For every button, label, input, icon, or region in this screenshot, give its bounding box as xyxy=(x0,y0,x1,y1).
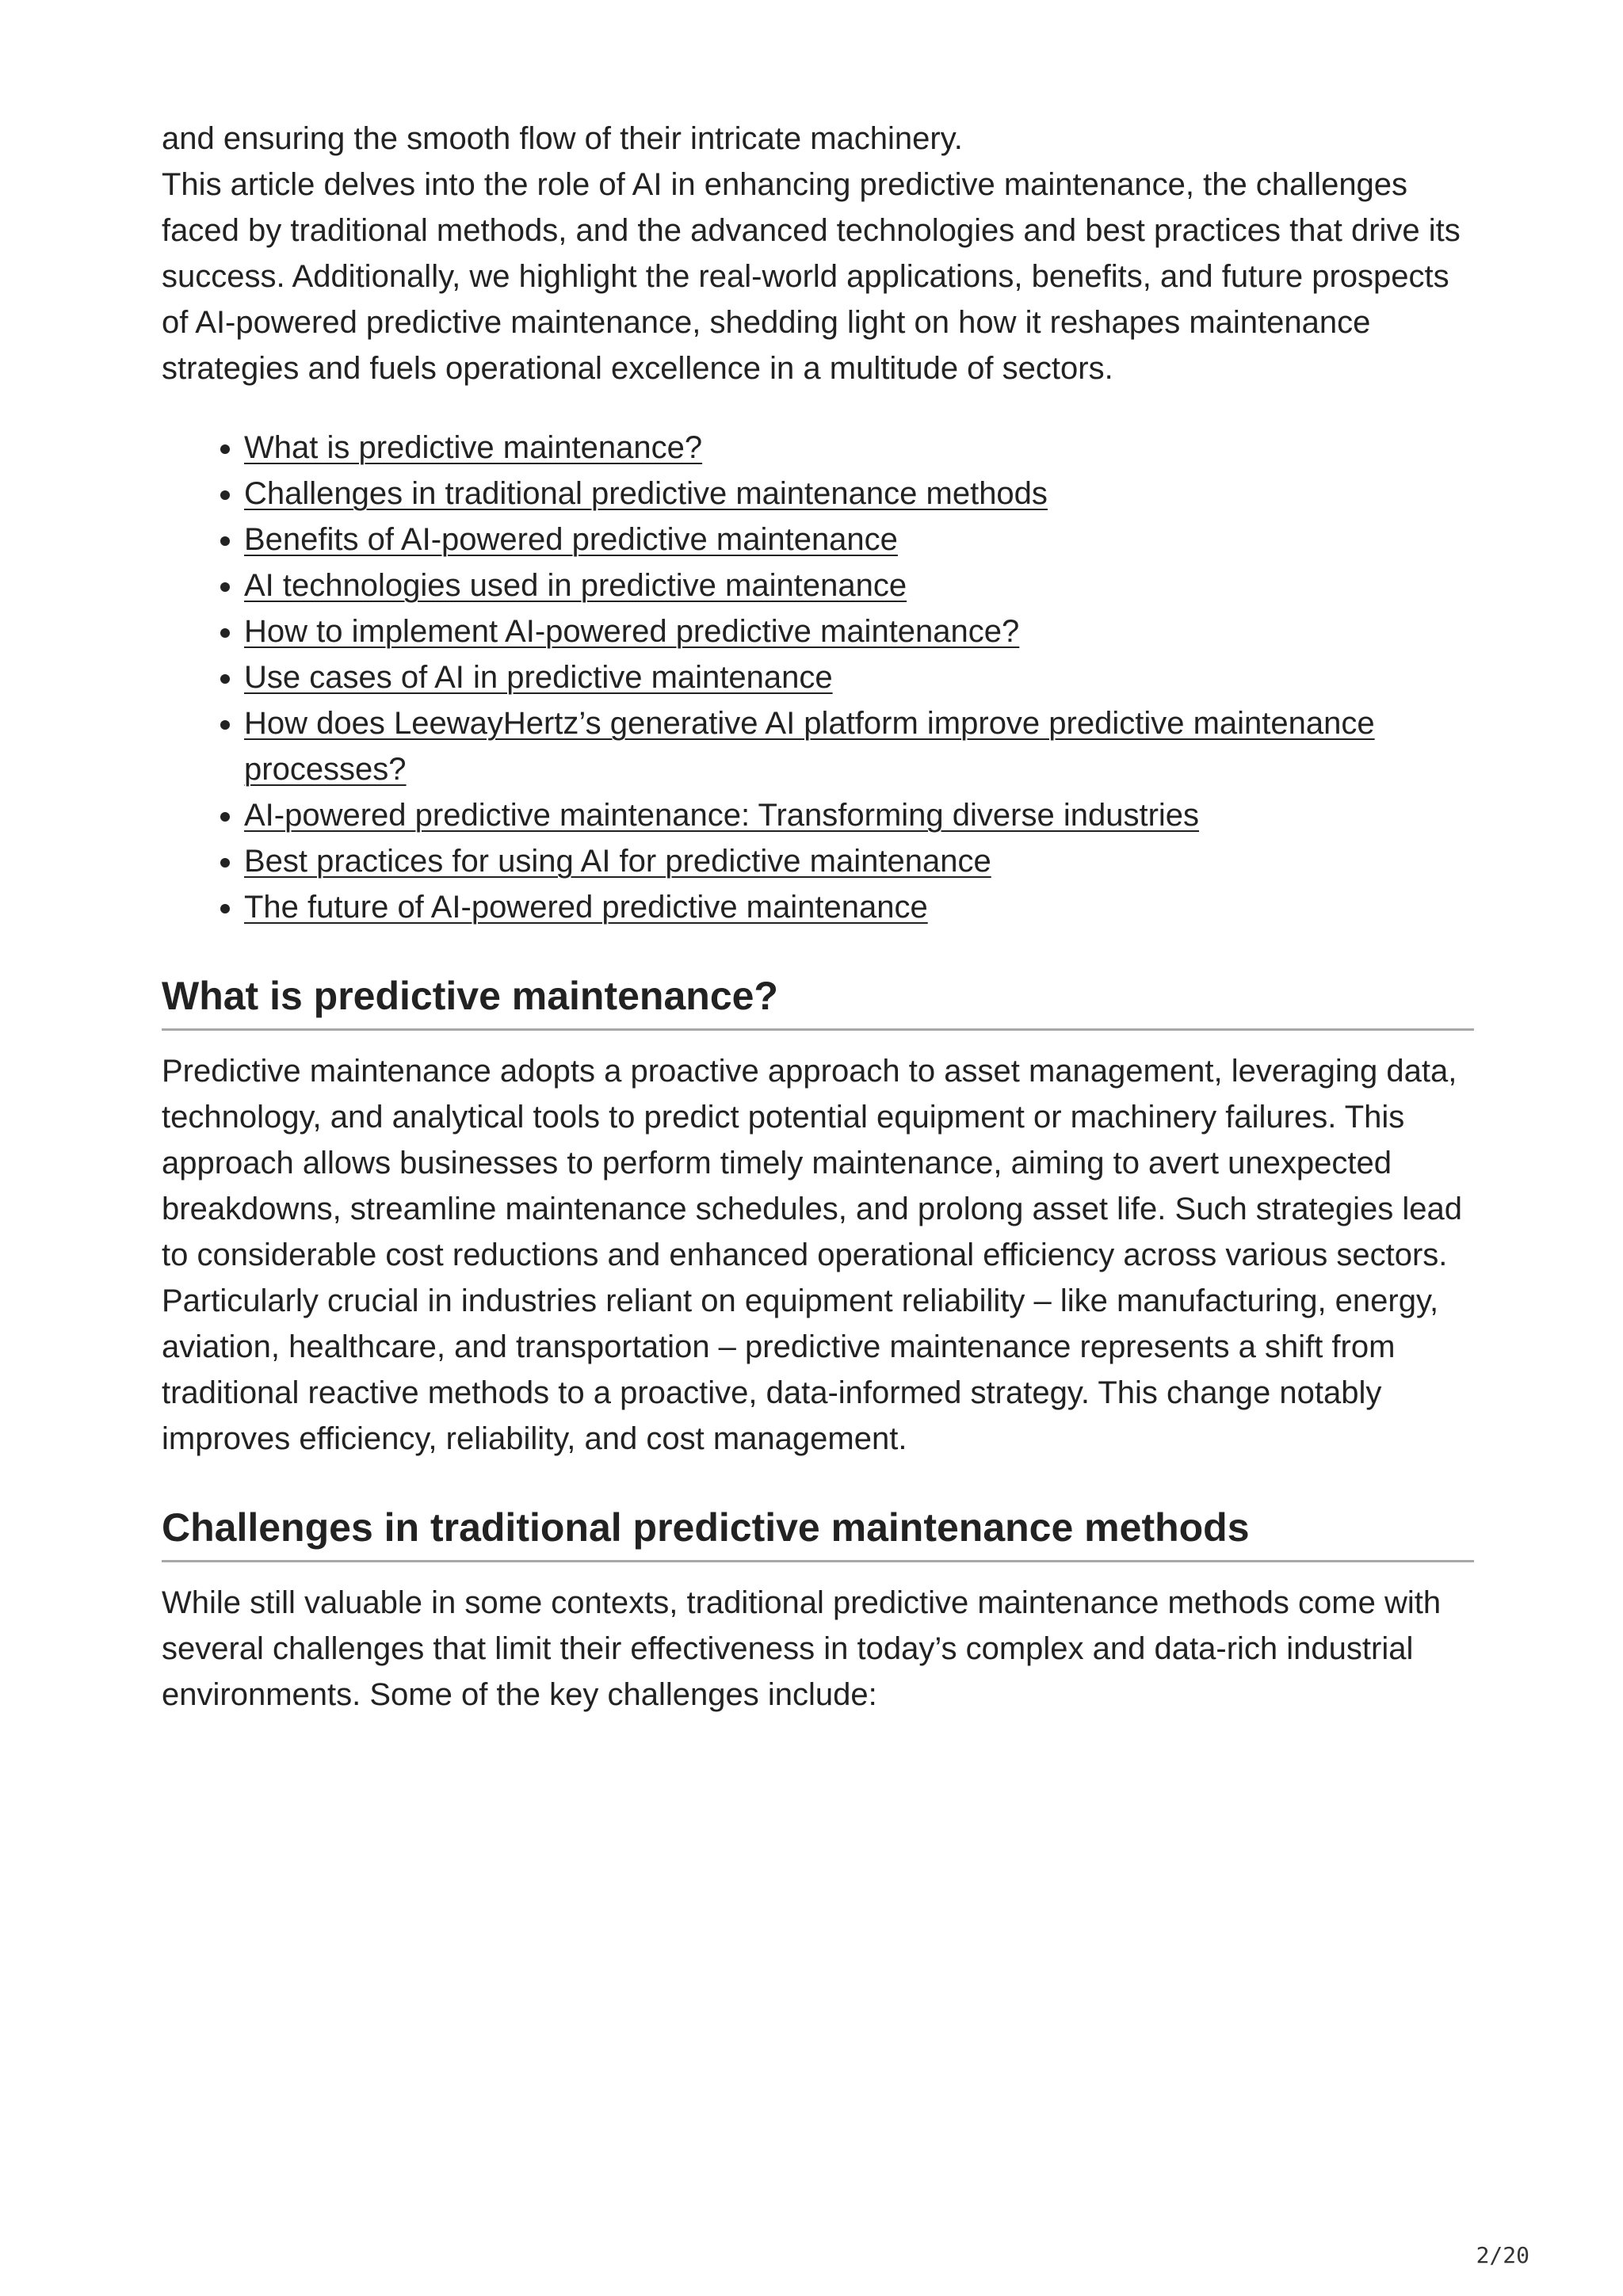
toc-item xyxy=(244,884,1474,930)
section-heading-what-is-predictive-maintenance: What is predictive maintenance? xyxy=(162,971,1474,1031)
toc-link-future[interactable]: The future of AI-powered predictive maintenance xyxy=(244,890,928,925)
toc-link-leewayhertz-platform[interactable]: How does LeewayHertz’s generative AI platform improve predictive maintenance processes? xyxy=(244,706,1375,787)
toc-link-use-cases[interactable]: Use cases of AI in predictive maintenance xyxy=(244,660,833,695)
toc-item xyxy=(244,792,1474,838)
toc-link-diverse-industries[interactable]: AI-powered predictive maintenance: Transforming diverse industries xyxy=(244,798,1200,833)
intro-paragraph: This article delves into the role of AI in enhancing predictive maintenance, the challenges faced by traditional methods, and the advanced technologies and best practices that drive its success. Additionally, we highlight the real-world applications, benefits, and future prospects of AI-powered predictive maintenance, shedding light on how it reshapes maintenance strategies and fuels operational excellence in a multitude of sectors. xyxy=(162,167,1461,386)
toc-item xyxy=(244,471,1474,517)
section-heading-challenges: Challenges in traditional predictive maintenance methods xyxy=(162,1503,1474,1562)
toc-item xyxy=(244,425,1474,471)
toc-item xyxy=(244,517,1474,563)
toc-item xyxy=(244,700,1474,792)
toc-item xyxy=(244,654,1474,700)
toc-link-best-practices[interactable]: Best practices for using AI for predictive maintenance xyxy=(244,844,991,879)
toc-link-benefits[interactable]: Benefits of AI-powered predictive maintenance xyxy=(244,522,898,557)
table-of-contents xyxy=(162,425,1474,930)
intro-line: and ensuring the smooth flow of their intricate machinery. xyxy=(162,121,963,156)
toc-link-how-to-implement[interactable]: How to implement AI-powered predictive maintenance? xyxy=(244,614,1020,649)
section-text-challenges: While still valuable in some contexts, traditional predictive maintenance methods come with several challenges that limit their effectiveness in today’s complex and data-rich industrial environments. Some of the key challenges include: xyxy=(162,1585,1442,1712)
toc-item xyxy=(244,563,1474,608)
section-text-what-is-predictive-maintenance: Predictive maintenance adopts a proactive approach to asset management, leveraging data, technology, and analytical tools to predict potential equipment or machinery failures. This approach allows businesses to perform timely maintenance, aiming to avert unexpected breakdowns, streamline maintenance schedules, and prolong asset life. Such strategies lead to considerable cost reductions and enhanced operational efficiency across various sectors. Particularly crucial in industries reliant on equipment reliability – like manufacturing, energy, aviation, healthcare, and transportation – predictive maintenance represents a shift from traditional reactive methods to a proactive, data-informed strategy. This change notably improves efficiency, reliability, and cost management. xyxy=(162,1054,1462,1456)
toc-link-what-is-predictive-maintenance[interactable]: What is predictive maintenance? xyxy=(244,430,703,465)
toc-item xyxy=(244,608,1474,654)
page-number: 2/20 xyxy=(1476,2242,1529,2268)
toc-link-challenges[interactable]: Challenges in traditional predictive maintenance methods xyxy=(244,476,1048,511)
toc-link-ai-technologies[interactable]: AI technologies used in predictive maintenance xyxy=(244,568,907,603)
toc-item xyxy=(244,838,1474,884)
article-content xyxy=(162,116,1474,1718)
